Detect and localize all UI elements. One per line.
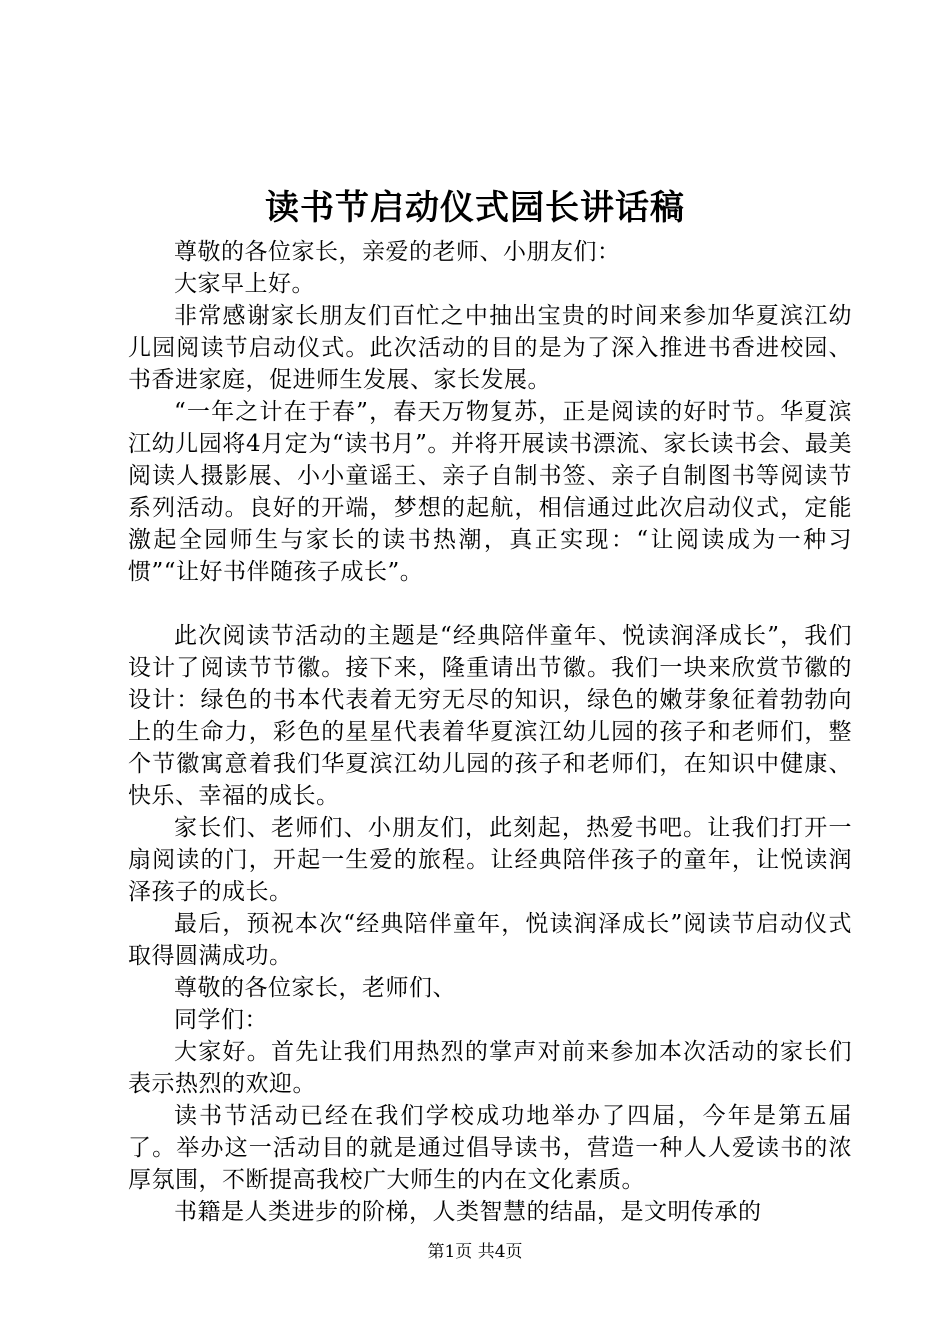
paragraph-call-to-read: 家长们、老师们、小朋友们，此刻起，热爱书吧。让我们打开一扇阅读的门，开起一生爱的旅程。让经典陪伴孩子的童年，让悦读润泽孩子的成长。 (128, 815, 852, 905)
paragraph-greeting: 尊敬的各位家长，亲爱的老师、小朋友们： (174, 239, 621, 265)
paragraph-books-ladder: 书籍是人类进步的阶梯，人类智慧的结晶，是文明传承的 (174, 1199, 762, 1225)
paragraph-good-morning: 大家早上好。 (174, 271, 315, 297)
paragraph-spring: “一年之计在于春”，春天万物复苏，正是阅读的好时节。华夏滨江幼儿园将4月定为“读书月”。并将开展读书漂流、家长读书会、最美阅读人摄影展、小小童谣王、亲子自制书签、亲子自制图书等阅读节系列活动。良好的开端，梦想的起航，相信通过此次启动仪式，定能激起全园师生与家长的读书热潮，真正实现：“让阅读成为一种习惯”“让好书伴随孩子成长”。 (128, 399, 852, 585)
paragraph-second-greeting: 尊敬的各位家长，老师们、 (174, 975, 456, 1001)
paragraph-thanks: 非常感谢家长朋友们百忙之中抽出宝贵的时间来参加华夏滨江幼儿园阅读节启动仪式。此次活动的目的是为了深入推进书香进校园、书香进家庭，促进师生发展、家长发展。 (128, 303, 852, 393)
document-title: 读书节启动仪式园长讲话稿 (265, 188, 685, 228)
paragraph-fifth-festival: 读书节活动已经在我们学校成功地举办了四届，今年是第五届了。举办这一活动目的就是通过倡导读书，营造一种人人爱读书的浓厚氛围，不断提高我校广大师生的内在文化素质。 (128, 1103, 852, 1193)
paragraph-gap (128, 588, 852, 620)
paragraph-closing-wish: 最后，预祝本次“经典陪伴童年，悦读润泽成长”阅读节启动仪式取得圆满成功。 (128, 911, 852, 969)
paragraph-welcome: 大家好。首先让我们用热烈的掌声对前来参加本次活动的家长们表示热烈的欢迎。 (128, 1039, 852, 1097)
document-body (128, 236, 852, 1228)
page-footer: 第1页 共4页 (427, 1242, 523, 1262)
paragraph-theme: 此次阅读节活动的主题是“经典陪伴童年、悦读润泽成长”，我们设计了阅读节节徽。接下来，隆重请出节徽。我们一块来欣赏节徽的设计：绿色的书本代表着无穷无尽的知识，绿色的嫩芽象征着勃勃向上的生命力，彩色的星星代表着华夏滨江幼儿园的孩子和老师们，整个节徽寓意着我们华夏滨江幼儿园的孩子和老师们，在知识中健康、快乐、幸福的成长。 (128, 623, 852, 809)
paragraph-students: 同学们： (174, 1007, 268, 1033)
